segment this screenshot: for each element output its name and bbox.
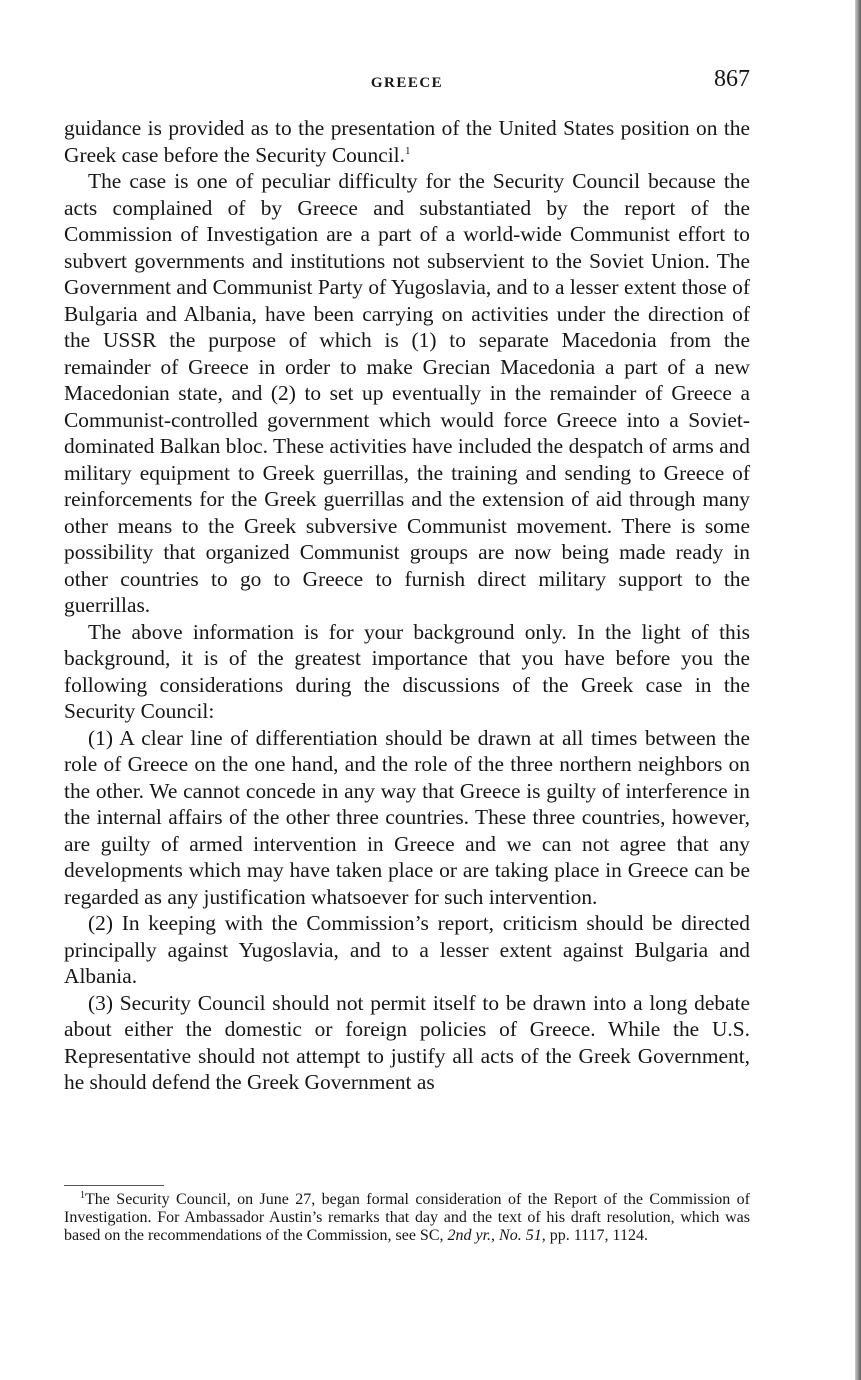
section-title: GREECE (370, 75, 444, 91)
paragraph-background: The case is one of peculiar difficulty for the Security Council because the acts complained of by Greece and substantiated by the report of the Commission of Investigation are a part of a world-wide Communist effort to subvert governments and institutions not subservient to the Soviet Union. The Government and Communist Party of Yugoslavia, and to a lesser extent those of Bulgaria and Albania, have been carrying on activities under the direction of the USSR the purpose of which is (1) to separate Macedonia from the remainder of Greece in order to make Grecian Macedonia a part of a new Macedonian state, and (2) to set up eventually in the remainder of Greece a Communist-controlled government which would force Greece into a Soviet-dominated Balkan bloc. These activities have included the despatch of arms and military equipment to Greek guerrillas, the training and sending to Greece of reinforcements for the Greek guerrillas and the extension of aid through many other means to the Greek subversive Communist movement. There is some possibility that organized Communist groups are now being made ready in other countries to go to Greece to furnish direct military support to the guerrillas. (64, 169, 750, 617)
footnote-citation: 2nd yr., No. 51 (447, 1227, 542, 1244)
page-edge-shadow (855, 0, 861, 1380)
footnote-divider (64, 1185, 164, 1186)
running-head (64, 66, 750, 96)
footnote-text: The Security Council, on June 27, began formal consideration of the Report of the Commission of Investigation. For Ambassador Austin’s remarks that day and the text of his draft resolution, which was based on the recommendations of the Commission, see SC, (64, 1191, 750, 1244)
paragraph-consideration-2: (2) In keeping with the Commission’s report, criticism should be directed principally against Yugoslavia, and to a lesser extent against Bulgaria and Albania. (64, 911, 750, 988)
paragraph-considerations-intro: The above information is for your background only. In the light of this background, it is of the greatest importance that you have before you the following considerations during the discussions of the Greek case in the Security Council: (64, 619, 750, 723)
footnote-pages: , pp. 1117, 1124. (541, 1227, 648, 1244)
paragraph-consideration-1: (1) A clear line of differentiation should be drawn at all times between the role of Greece on the one hand, and the role of the three northern neighbors on the other. We cannot concede in any way that Greece is guilty of interference in the internal affairs of the other three countries. These three countries, however, are guilty of armed intervention in Greece and we can not agree that any developments which may have taken place or are taking place in Greece can be regarded as any justification whatsoever for such intervention. (64, 725, 750, 909)
footnotes (64, 1191, 750, 1245)
footnote-marker: 1 (80, 1190, 85, 1201)
footnote-1 (64, 1191, 750, 1245)
body-text (64, 115, 750, 1096)
paragraph-continuation (64, 115, 750, 168)
footnote-reference: 1 (404, 144, 411, 157)
paragraph-text: guidance is provided as to the presentation of the United States position on the Greek case before the Security Council. (64, 116, 750, 167)
page-number: 867 (714, 66, 750, 92)
paragraph-consideration-3: (3) Security Council should not permit itself to be drawn into a long debate about either the domestic or foreign policies of Greece. While the U.S. Representative should not attempt to justify all acts of the Greek Government, he should defend the Greek Government as (64, 990, 750, 1094)
